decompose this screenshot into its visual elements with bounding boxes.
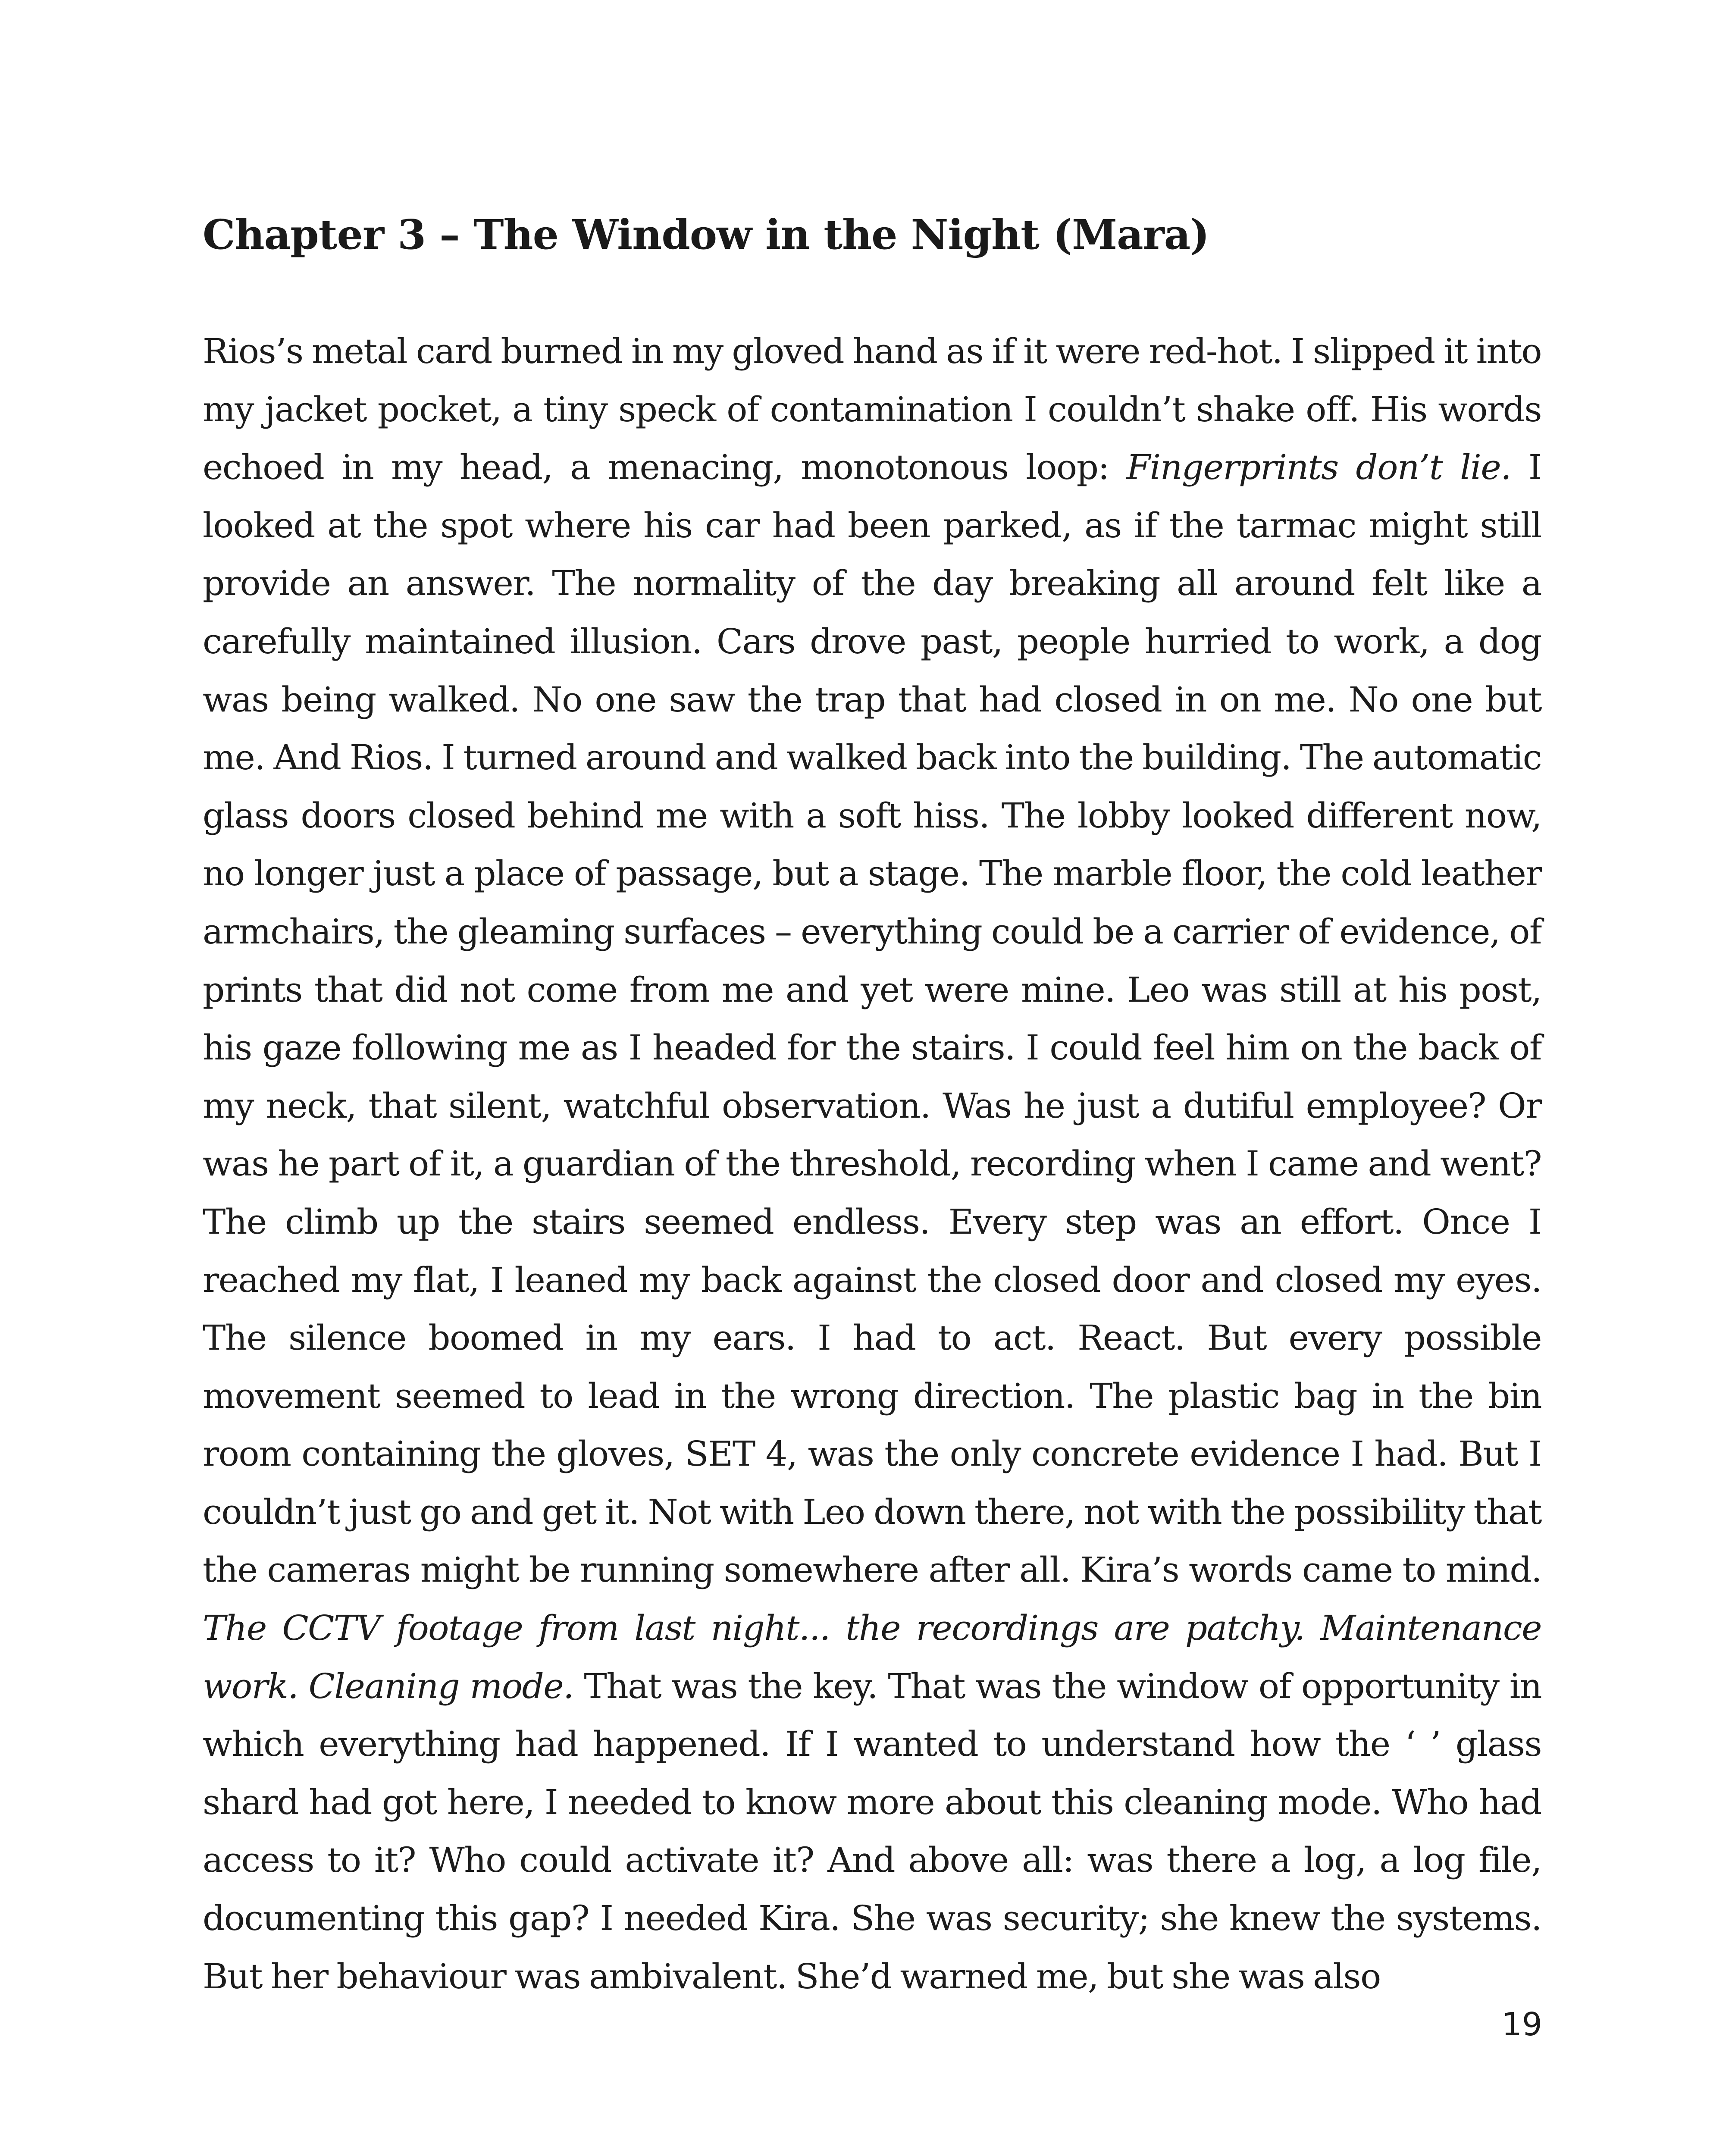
page-number: 19 xyxy=(1501,2006,1542,2043)
text-segment: That was the key. That was the window of opportunity in which everything had happened. If I wanted to understand how the ‘ ’ glass shard had got here, I needed to know more about this cleaning mode. Who had access to it? Who could activate it? And above all: was there a log, a log file, documenting this gap? I needed Kira. She was security; she knew the systems. But her behaviour was ambivalent. She’d warned me, but she was also xyxy=(203,1666,1542,1996)
italic-text-segment: The CCTV footage from last night... the recordings are patchy. Maintenance work. Cleaning mode. xyxy=(203,1608,1541,1706)
italic-text-segment: Fingerprints don’t lie. xyxy=(1126,447,1511,488)
text-segment: I looked at the spot where his car had been parked, as if the tarmac might still provide an answer. The normality of the day breaking all around felt like a carefully maintained illusion. Cars drove past, people hurried to work, a dog was being walked. No one saw the trap that had closed in on me. No one but me. And Rios. I turned around and walked back into the building. The automatic glass doors closed behind me with a soft hiss. The lobby looked different now, no longer just a place of passage, but a stage. The marble floor, the cold leather armchairs, the gleaming surfaces – everything could be a carrier of evidence, of prints that did not come from me and yet were mine. Leo was still at his post, his gaze following me as I headed for the stairs. I could feel him on the back of my neck, that silent, watchful observation. Was he just a dutiful employee? Or was he part of it, a guardian of the threshold, recording when I came and went? The climb up the stairs seemed endless. Every step was an effort. Once I reached my flat, I leaned my back against the closed door and closed my eyes. The silence boomed in my ears. I had to act. React. But every possible movement seemed to lead in the wrong direction. The plastic bag in the bin room containing the gloves, SET 4, was the only concrete evidence I had. But I couldn’t just go and get it. Not with Leo down there, not with the possibility that the cameras might be running somewhere after all. Kira’s words came to mind. xyxy=(203,447,1541,1590)
chapter-title: Chapter 3 – The Window in the Night (Mara) xyxy=(203,211,1209,259)
text-segment: Rios’s metal card burned in my gloved hand as if it were red-hot. I slipped it into my jacket pocket, a tiny speck of contamination I couldn’t shake off. His words echoed in my head, a menacing, monotonous loop: xyxy=(203,331,1541,488)
body-paragraph xyxy=(203,323,1541,2006)
